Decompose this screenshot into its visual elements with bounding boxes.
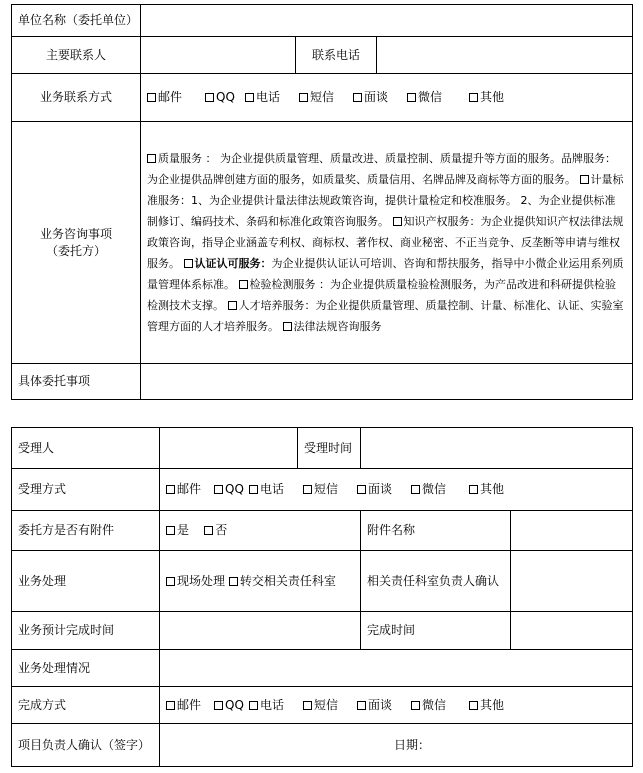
business-handling-label: 业务处理	[12, 551, 160, 612]
attachment-yes-no	[160, 511, 361, 551]
checkbox-icon	[411, 485, 420, 494]
consult-services: 质量服务 ： 为企业提供质量管理、质量改进、质量控制、质量提升等方面的服务。品牌服务：为企业提供品牌创建方面的服务，如质量奖、质量信用、名牌品牌及商标等方面的服务。 计量标准服务：1、为企业提供计量法律法规政策咨询，提供计量检定和校准服务。 2、为企业提供标准制修订、编码技术、条码和标准化政策咨询服务。 知识产权服务：为企业提供知识产权法律法规政策咨询，指导企业涵盖专利权、商标权、著作权、商业秘密、不正当竞争、反垄断等申请与维权服务。 认证认可服务：为企业提供认证认可培训、咨询和帮扶服务，指导中小微企业运用系列质量管理体系标准。 检验检测服务 ：为企业提供质量检验检测服务，为产品改进和科研提供检验检测技术支撑。 人才培养服务：为企业提供质量管理、质量控制、计量、标准化、认证、实验室管理方面的人才培养服务。 法律法规咨询服务	[141, 122, 633, 364]
option-wechat[interactable]: 微信	[411, 697, 469, 713]
consult-label: 业务咨询事项 （委托方）	[12, 122, 141, 364]
finish-time-field[interactable]	[511, 612, 633, 650]
entrust-items-label: 具体委托事项	[12, 364, 141, 400]
option-other[interactable]: 其他	[469, 697, 504, 713]
checkbox-icon	[303, 701, 312, 710]
receiver-field[interactable]	[160, 428, 298, 469]
expected-time-field[interactable]	[160, 612, 361, 650]
leader-confirm-label: 项目负责人确认（签字）	[12, 724, 160, 767]
option-meeting[interactable]: 面谈	[357, 481, 411, 497]
receive-method-label: 受理方式	[12, 469, 160, 511]
checkbox-icon	[249, 485, 258, 494]
checkbox-icon	[407, 93, 416, 102]
checkbox-icon	[166, 485, 175, 494]
handling-status-label: 业务处理情况	[12, 650, 160, 687]
option-phone[interactable]: 电话	[249, 697, 303, 713]
phone-label: 联系电话	[296, 37, 377, 74]
checkbox-icon	[214, 701, 223, 710]
receive-time-field[interactable]	[361, 428, 633, 469]
unit-name-label: 单位名称（委托单位）	[12, 5, 141, 37]
finish-time-label: 完成时间	[361, 612, 511, 650]
option-sms[interactable]: 短信	[299, 89, 353, 105]
leader-confirm-field[interactable]	[160, 724, 633, 767]
contact-method-label: 业务联系方式	[12, 74, 141, 122]
finish-method-options	[160, 687, 633, 724]
checkbox-icon	[469, 485, 478, 494]
option-other[interactable]: 其他	[469, 89, 504, 105]
expected-time-label: 业务预计完成时间	[12, 612, 160, 650]
option-other[interactable]: 其他	[469, 481, 504, 497]
checkbox-icon	[214, 485, 223, 494]
receiver-label: 受理人	[12, 428, 160, 469]
attachment-name-label: 附件名称	[361, 511, 511, 551]
option-email[interactable]: 邮件	[166, 481, 214, 497]
option-sms[interactable]: 短信	[303, 481, 357, 497]
checkbox-icon	[299, 93, 308, 102]
option-phone[interactable]: 电话	[245, 89, 299, 105]
checkbox-icon[interactable]	[393, 217, 402, 226]
option-qq[interactable]: QQ	[214, 697, 249, 713]
checkbox-icon[interactable]	[239, 280, 248, 289]
handling-table	[11, 427, 633, 767]
main-contact-field[interactable]	[141, 37, 296, 74]
receive-time-label: 受理时间	[298, 428, 361, 469]
receive-method-options	[160, 469, 633, 511]
option-email[interactable]: 邮件	[166, 697, 214, 713]
option-qq[interactable]: QQ	[214, 481, 249, 497]
entrust-info-table	[11, 4, 633, 400]
checkbox-icon	[357, 485, 366, 494]
checkbox-icon	[469, 93, 478, 102]
checkbox-icon	[204, 526, 213, 535]
main-contact-label: 主要联系人	[12, 37, 141, 74]
checkbox-icon	[245, 93, 254, 102]
option-meeting[interactable]: 面谈	[353, 89, 407, 105]
business-handling-options	[160, 551, 361, 612]
option-yes[interactable]: 是	[166, 523, 189, 537]
option-onsite[interactable]: 现场处理	[166, 574, 225, 588]
option-email[interactable]: 邮件	[147, 89, 205, 105]
checkbox-icon	[249, 701, 258, 710]
checkbox-icon	[469, 701, 478, 710]
checkbox-icon	[166, 701, 175, 710]
option-qq[interactable]: QQ	[205, 89, 245, 105]
option-phone[interactable]: 电话	[249, 481, 303, 497]
phone-field[interactable]	[377, 37, 633, 74]
checkbox-icon	[353, 93, 362, 102]
handling-status-field[interactable]	[160, 650, 633, 687]
dept-confirm-label: 相关责任科室负责人确认	[361, 551, 511, 612]
option-transfer[interactable]: 转交相关责任科室	[229, 574, 336, 588]
checkbox-icon	[166, 577, 175, 586]
checkbox-icon	[205, 93, 214, 102]
checkbox-icon[interactable]	[228, 301, 237, 310]
dept-confirm-field[interactable]	[511, 551, 633, 612]
finish-method-label: 完成方式	[12, 687, 160, 724]
option-sms[interactable]: 短信	[303, 697, 357, 713]
checkbox-icon	[147, 93, 156, 102]
option-wechat[interactable]: 微信	[407, 89, 469, 105]
checkbox-icon	[411, 701, 420, 710]
unit-name-field[interactable]	[141, 5, 633, 37]
checkbox-icon[interactable]	[580, 175, 589, 184]
contact-method-options	[141, 74, 633, 122]
checkbox-icon	[357, 701, 366, 710]
checkbox-icon[interactable]	[147, 154, 156, 163]
checkbox-icon	[229, 577, 238, 586]
checkbox-icon	[303, 485, 312, 494]
date-label: 日期：	[394, 737, 431, 752]
checkbox-icon[interactable]	[283, 322, 292, 331]
checkbox-icon	[166, 526, 175, 535]
attachment-question-label: 委托方是否有附件	[12, 511, 160, 551]
attachment-name-field[interactable]	[511, 511, 633, 551]
checkbox-icon[interactable]	[184, 259, 193, 268]
option-no[interactable]: 否	[204, 523, 227, 537]
option-wechat[interactable]: 微信	[411, 481, 469, 497]
entrust-items-field[interactable]	[141, 364, 633, 400]
option-meeting[interactable]: 面谈	[357, 697, 411, 713]
